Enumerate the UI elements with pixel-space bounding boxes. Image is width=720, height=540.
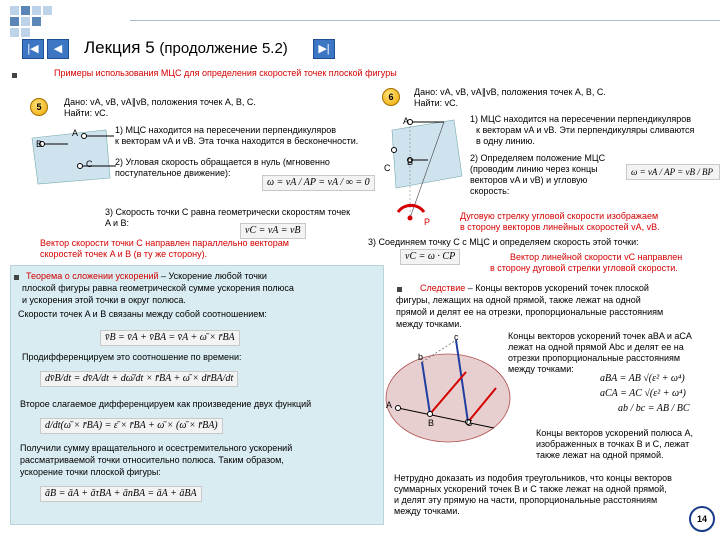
corollary-formula-aba: aBA = AB √(ε² + ω⁴): [600, 373, 685, 384]
theorem-line1: [26, 271, 267, 282]
decor-square: [43, 6, 52, 15]
corollary-side3: отрезки пропорциональные расстояниям: [508, 353, 681, 363]
ex6-step2: 2) Определяем положение МЦС: [470, 153, 606, 163]
theorem-formula-derivative: dv̄B/dt = dv̄A/dt + dω̄/dt × r̄BA + ω̄ × dr̄BA/dt: [40, 371, 238, 387]
point-p: [408, 216, 413, 221]
ex6-diagram: [384, 108, 472, 228]
ex6-step1b: к векторам vA и vB. Эти перпендикуляры сливаются: [476, 125, 695, 135]
corollary-label-lb: b: [418, 352, 424, 362]
ex5-step3: 3) Скорость точки C равна геометрически скоростям точек: [105, 207, 351, 217]
ex6-formula-omega: ω = vA / AP = vB / BP: [626, 164, 720, 180]
ex6-label-p: P: [424, 217, 431, 227]
ex5-formula-omega: ω = vA / AP = vA / ∞ = 0: [262, 175, 375, 191]
theorem-text9: ускорение точки плоской фигуры:: [20, 467, 161, 477]
nav-first-button[interactable]: |◀: [22, 39, 44, 59]
corollary-side4: между точками:: [508, 364, 574, 374]
corollary-formula-aca: aCA = AC √(ε² + ω⁴): [600, 388, 686, 399]
ex5-formula-vc: vC = vA = vB: [240, 223, 306, 239]
ex6-formula-vc: vC = ω · CP: [400, 249, 460, 265]
decor-square: [21, 17, 30, 26]
corollary-label-lc: c: [454, 332, 459, 342]
corollary-side1: Концы векторов ускорений точек aBA и aCA: [508, 331, 692, 341]
corollary-text2: фигуры, лежащих на одной прямой, также лежат на одной: [396, 295, 641, 305]
corollary-side6: изображенных в точках B и C, лежат: [536, 439, 690, 449]
theorem-formula-product: d/dt(ω̄ × r̄BA) = ε̄ × r̄BA + ω̄ × (ω̄ × r̄BA): [40, 418, 223, 434]
ex5-label-b: B: [36, 139, 43, 149]
point-a: [396, 406, 401, 411]
corollary-label-c: C: [466, 418, 473, 428]
corollary-bottom3: и делят эту прямую на части, пропорциональные расстояниям: [394, 495, 658, 505]
decor-square: [32, 17, 41, 26]
ex6-label-b: B: [407, 157, 414, 167]
page-title: [84, 38, 288, 58]
ex5-conclusion2: скоростей точек A и B (в ту же сторону).: [40, 249, 208, 259]
ex6-step2b: (проводим линию через концы: [470, 164, 598, 174]
point-c: [392, 148, 397, 153]
corollary-side5: Концы векторов ускорений полюса A,: [536, 428, 694, 438]
ex5-label-a: A: [72, 128, 79, 138]
decor-square: [21, 28, 30, 37]
ex6-step1c: в одну линию.: [476, 136, 535, 146]
body-shape: [386, 354, 510, 442]
theorem-text6: Второе слагаемое дифференцируем как произведение двух функций: [20, 399, 312, 409]
corollary-bottom4: между точками.: [394, 506, 460, 516]
theorem-title: Теорема о сложении ускорений: [26, 271, 159, 281]
decor-square: [32, 6, 41, 15]
page-number: 14: [689, 506, 715, 532]
ex5-step1: 1) МЦС находится на пересечении перпендикуляров: [115, 125, 337, 135]
ex5-label-c: C: [86, 159, 93, 169]
angular-arrow-icon: [398, 205, 424, 212]
decor-square: [10, 6, 19, 15]
theorem-text7: Получили сумму вращательного и осестремительного ускорений: [20, 443, 293, 453]
corollary-label-b: B: [428, 418, 435, 428]
theorem-formula-velocity: v̄B = v̄A + v̄BA = v̄A + ω̄ × r̄BA: [100, 330, 240, 346]
corollary-side7: также лежат на одной прямой.: [536, 450, 664, 460]
ex5-conclusion: Вектор скорости точки C направлен параллельно векторам: [40, 238, 289, 248]
ex5-given: Дано: vA, vB, vA∥vB, положения точек A, B, C.: [64, 97, 256, 107]
corollary-text3: прямой и делят ее на отрезки, пропорциональные расстояниям: [396, 307, 664, 317]
ex5-step2: 2) Угловая скорость обращается в нуль (мгновенно: [115, 157, 330, 167]
corollary-label-a: A: [386, 400, 393, 410]
theorem-formula-acceleration: āB = āA + āτBA + ānBA = āA + āBA: [40, 486, 202, 502]
ex5-step3b: A и B:: [105, 218, 130, 228]
section-heading: Примеры использования МЦС для определения скоростей точек плоской фигуры: [54, 68, 397, 78]
decor-square: [21, 6, 30, 15]
title-subtitle: (продолжение 5.2): [159, 40, 288, 57]
ex6-find: Найти: vC.: [414, 98, 459, 108]
corollary-text1: – Концы векторов ускорений точек плоской: [465, 283, 649, 293]
theorem-text2: плоской фигуры равна геометрической сумме ускорения полюса: [22, 283, 294, 293]
ex6-direction: Вектор линейной скорости vC направлен: [510, 252, 683, 262]
theorem-text8: рассматриваемой точки относительно полюса. Таким образом,: [20, 455, 284, 465]
title-main: Лекция 5: [84, 38, 155, 57]
corollary-side2: лежат на одной прямой Abc и делят ее на: [508, 342, 684, 352]
corollary-diagram: [384, 328, 524, 444]
theorem-text5: Продифференцируем это соотношение по времени:: [22, 352, 242, 362]
theorem-text3: и ускорения этой точки в округ полюса.: [22, 295, 186, 305]
nav-next-button[interactable]: ▶|: [313, 39, 335, 59]
ex5-step1b: к векторам vA и vB. Эта точка находится в бесконечности.: [115, 136, 359, 146]
ex6-step1: 1) МЦС находится на пересечении перпендикуляров: [470, 114, 692, 124]
corollary-line1: [420, 283, 649, 294]
corollary-formula-ratio: ab / bc = AB / BC: [618, 403, 690, 414]
bullet-icon: [397, 287, 402, 292]
ex6-step2c: векторов vA и vB) и угловую: [470, 175, 588, 185]
ex6-step2d: скорость:: [470, 186, 510, 196]
corollary-bottom2: суммарных ускорений точек B и C также лежат на одной прямой,: [394, 484, 667, 494]
bullet-icon: [14, 275, 19, 280]
ex6-direction2: в сторону дуговой стрелки угловой скорости.: [490, 263, 678, 273]
ex6-step3: 3) Соединяем точку C с МЦС и определяем скорость этой точки:: [368, 237, 639, 247]
decor-square: [10, 28, 19, 37]
body-shape: [32, 130, 110, 184]
ex6-given: Дано: vA, vB, vA∥vB, положения точек A, B, C.: [414, 87, 606, 97]
decor-square: [10, 17, 19, 26]
ex6-arc-note: Дуговую стрелку угловой скорости изображаем: [460, 211, 659, 221]
point-c: [78, 164, 83, 169]
header-rule: [130, 20, 720, 21]
point-b: [428, 412, 433, 417]
ex6-label-a: A: [403, 116, 410, 126]
example-number-badge: 5: [30, 98, 48, 116]
corollary-bottom1: Нетрудно доказать из подобия треугольников, что концы векторов: [394, 473, 672, 483]
example-number-badge: 6: [382, 88, 400, 106]
ex6-label-c: C: [384, 163, 391, 173]
body-shape: [392, 120, 462, 188]
ex6-arc-note2: в сторону векторов линейных скоростей vA, vB.: [460, 222, 660, 232]
theorem-text1: – Ускорение любой точки: [158, 271, 267, 281]
theorem-text4: Скорости точек A и B связаны между собой соотношением:: [18, 309, 267, 319]
ex5-find: Найти: vC.: [64, 108, 109, 118]
ex5-step2b: поступательное движение):: [115, 168, 231, 178]
point-a: [82, 134, 87, 139]
nav-back-button[interactable]: ◀: [47, 39, 69, 59]
corollary-title: Следствие: [420, 283, 466, 293]
bullet-icon: [12, 73, 17, 78]
corollary-text4: между точками.: [396, 319, 462, 329]
